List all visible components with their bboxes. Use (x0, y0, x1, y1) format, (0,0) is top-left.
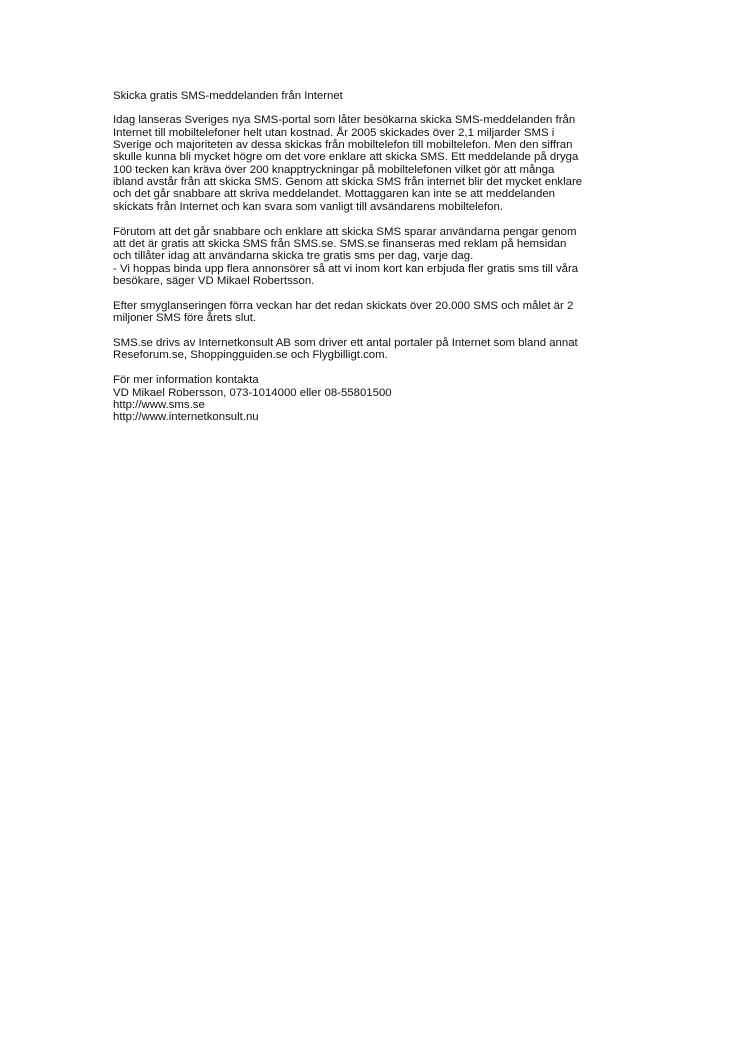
paragraph-line: skickats från Internet och kan svara som vanligt till avsändarens mobiltelefon. (113, 200, 504, 213)
paragraph-line: skulle kunna bli mycket högre om det vore enklare att skicka SMS. Ett meddelande på dryga (113, 151, 579, 164)
paragraph-line: ibland avstår från att skicka SMS. Genom att skicka SMS från internet blir det mycket enklare (113, 176, 583, 189)
paragraph-line: och tillåter idag att användarna skicka tre gratis sms per dag, varje dag. (113, 250, 474, 263)
paragraph-company (113, 337, 643, 362)
paragraph-intro (113, 114, 643, 213)
paragraph-line: Internet till mobiltelefoner helt utan kostnad. År 2005 skickades över 2,1 miljarder SMS i (113, 126, 555, 139)
contact-block (113, 374, 643, 423)
contact-link-sms[interactable]: http://www.sms.se (113, 398, 205, 411)
paragraph-line: 100 tecken kan kräva över 200 knapptryckningar på mobiltelefonen vilket gör att många (113, 163, 555, 176)
contact-heading: För mer information kontakta (113, 374, 259, 387)
paragraph-line: miljoner SMS före årets slut. (113, 312, 257, 325)
paragraph-line: Efter smyglanseringen förra veckan har det redan skickats över 20.000 SMS och målet är 2 (113, 299, 574, 312)
paragraph-line: besökare, säger VD Mikael Robertsson. (113, 274, 315, 287)
paragraph-line: att det är gratis att skicka SMS från SMS.se. SMS.se finanseras med reklam på hemsidan (113, 237, 567, 250)
paragraph-line: Reseforum.se, Shoppingguiden.se och Flygbilligt.com. (113, 349, 388, 362)
document-title: Skicka gratis SMS-meddelanden från Internet (113, 90, 343, 102)
paragraph-line: SMS.se drivs av Internetkonsult AB som driver ett antal portaler på Internet som bland annat (113, 337, 578, 349)
paragraph-line: Sverige och majoriteten av dessa skickas från mobiltelefon till mobiltelefon. Men den siffran (113, 139, 573, 152)
paragraph-line: Förutom att det går snabbare och enklare att skicka SMS sparar användarna pengar genom (113, 225, 577, 238)
paragraph-line: och det går snabbare att skriva meddelandet. Mottaggaren kan inte se att meddelanden (113, 188, 555, 201)
paragraph-benefits (113, 226, 643, 288)
contact-link-internetkonsult[interactable]: http://www.internetkonsult.nu (113, 411, 259, 424)
contact-person: VD Mikael Robersson, 073-1014000 eller 08-55801500 (113, 386, 392, 399)
paragraph-launch-stats (113, 300, 643, 325)
paragraph-line: - Vi hoppas binda upp flera annonsörer så att vi inom kort kan erbjuda fler gratis sms till våra (113, 262, 579, 275)
paragraph-line: Idag lanseras Sveriges nya SMS-portal som låter besökarna skicka SMS-meddelanden från (113, 114, 576, 127)
document-body (113, 90, 643, 424)
